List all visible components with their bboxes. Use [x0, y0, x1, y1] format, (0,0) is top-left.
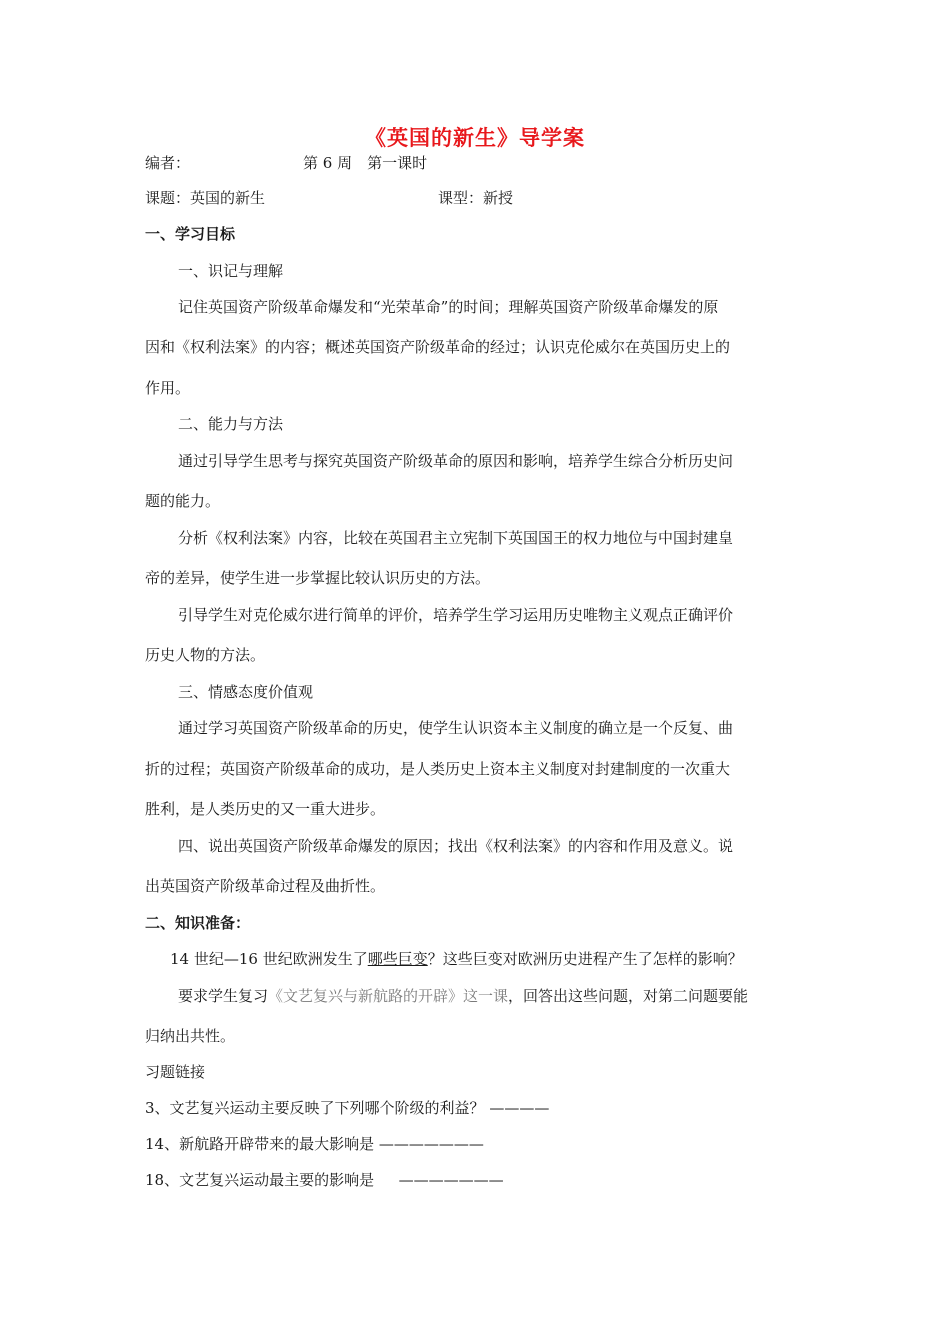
paragraph-line: 因和《权利法案》的内容；概述英国资产阶级革命的经过；认识克伦威尔在英国历史上的	[145, 338, 731, 356]
paragraph-line: 帝的差异，使学生进一步掌握比较认识历史的方法。	[145, 569, 491, 587]
paragraph-line: 作用。	[145, 379, 191, 397]
course-topic: 课题：英国的新生	[145, 189, 266, 207]
question-line	[170, 949, 743, 969]
paragraph-line: 记住英国资产阶级革命爆发和“光荣革命”的时间；理解英国资产阶级革命爆发的原	[178, 298, 719, 316]
section-heading-knowledge: 二、知识准备：	[145, 914, 251, 932]
question-text: ？这些巨变对欧洲历史进程产生了怎样的影响？	[427, 950, 743, 968]
paragraph-line: 归纳出共性。	[145, 1027, 236, 1045]
question-text: 14 世纪—16 世纪欧洲发生了	[170, 950, 368, 968]
lesson-reference: 《文艺复兴与新航路的开辟》这一课	[268, 987, 509, 1005]
paragraph-line: 历史人物的方法。	[145, 646, 266, 664]
underlined-text: 哪些巨变	[367, 950, 428, 968]
requirement-text: ，回答出这些问题，对第二问题要能	[508, 987, 749, 1005]
editor-label: 编者：	[145, 154, 191, 172]
document-title: 《英国的新生》导学案	[365, 125, 585, 150]
subheading-memorize: 一、识记与理解	[178, 262, 284, 280]
subheading-values: 三、情感态度价值观	[178, 683, 314, 701]
paragraph-line: 出英国资产阶级革命过程及曲折性。	[145, 877, 386, 895]
paragraph-line: 四、说出英国资产阶级革命爆发的原因；找出《权利法案》的内容和作用及意义。说	[178, 837, 734, 855]
section-heading-objectives: 一、学习目标	[145, 225, 236, 243]
paragraph-line: 题的能力。	[145, 492, 221, 510]
paragraph-line: 通过引导学生思考与探究英国资产阶级革命的原因和影响，培养学生综合分析历史问	[178, 452, 734, 470]
exercise-question: 14、新航路开辟带来的最大影响是 ———————	[145, 1135, 484, 1153]
paragraph-line: 引导学生对克伦威尔进行简单的评价，培养学生学习运用历史唯物主义观点正确评价	[178, 606, 734, 624]
requirement-line	[178, 986, 748, 1006]
paragraph-line: 折的过程；英国资产阶级革命的成功，是人类历史上资本主义制度对封建制度的一次重大	[145, 760, 731, 778]
week-label: 第 6 周 第一课时	[303, 154, 428, 172]
paragraph-line: 胜利，是人类历史的又一重大进步。	[145, 800, 386, 818]
exercise-question: 18、文艺复兴运动最主要的影响是 ———————	[145, 1171, 504, 1189]
paragraph-line: 分析《权利法案》内容，比较在英国君主立宪制下英国国王的权力地位与中国封建皇	[178, 529, 734, 547]
subheading-ability: 二、能力与方法	[178, 415, 284, 433]
paragraph-line: 通过学习英国资产阶级革命的历史，使学生认识资本主义制度的确立是一个反复、曲	[178, 719, 734, 737]
course-type: 课型：新授	[438, 189, 514, 207]
exercise-question: 3、文艺复兴运动主要反映了下列哪个阶级的利益？ ————	[145, 1099, 550, 1117]
requirement-text: 要求学生复习	[178, 987, 269, 1005]
exercise-heading: 习题链接	[145, 1063, 206, 1081]
